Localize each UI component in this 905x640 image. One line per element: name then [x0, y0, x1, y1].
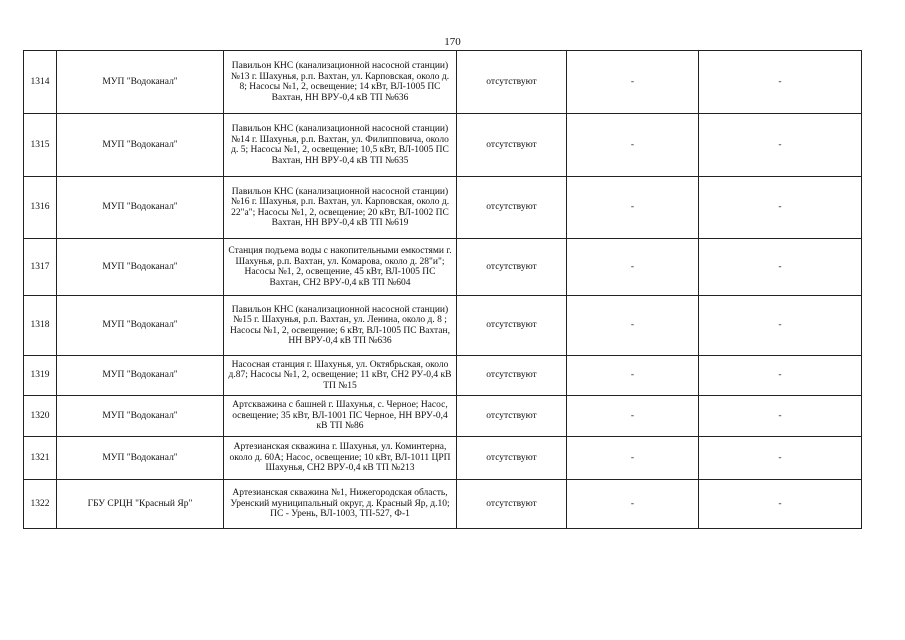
encumbrance-cell: отсутствуют — [457, 177, 567, 239]
encumbrance-cell: отсутствуют — [457, 51, 567, 114]
object-description-cell: Артезианская скважина г. Шахунья, ул. Коминтерна, около д. 60А; Насос, освещение; 10 кВт, ВЛ-1011 ЦРП Шахунья, СН2 ВРУ-0,4 кВ ТП №213 — [224, 437, 457, 480]
organization-cell: МУП "Водоканал" — [57, 114, 224, 177]
organization-cell: МУП "Водоканал" — [57, 296, 224, 356]
value-cell-2: - — [699, 480, 862, 529]
value-cell-1: - — [567, 51, 699, 114]
row-number: 1318 — [24, 296, 57, 356]
value-cell-1: - — [567, 296, 699, 356]
object-description-cell: Павильон КНС (канализационной насосной станции) №15 г. Шахунья, р.п. Вахтан, ул. Ленина, около д. 8 ; Насосы №1, 2, освещение; 6 кВт, ВЛ-1005 ПС Вахтан, НН ВРУ-0,4 кВ ТП №636 — [224, 296, 457, 356]
table-row — [24, 51, 862, 114]
encumbrance-cell: отсутствуют — [457, 296, 567, 356]
row-number: 1315 — [24, 114, 57, 177]
encumbrance-cell: отсутствуют — [457, 396, 567, 437]
encumbrance-cell: отсутствуют — [457, 239, 567, 296]
table-row — [24, 396, 862, 437]
value-cell-2: - — [699, 239, 862, 296]
page-number: 170 — [444, 36, 461, 48]
encumbrance-cell: отсутствуют — [457, 480, 567, 529]
encumbrance-cell: отсутствуют — [457, 356, 567, 396]
value-cell-2: - — [699, 296, 862, 356]
value-cell-1: - — [567, 177, 699, 239]
object-description-cell: Павильон КНС (канализационной насосной станции) №16 г. Шахунья, р.п. Вахтан, ул. Карповская, около д. 22"а"; Насосы №1, 2, освещение; 20 кВт, ВЛ-1002 ПС Вахтан, НН ВРУ-0,4 кВ ТП №619 — [224, 177, 457, 239]
object-description-cell: Артскважина с башней г. Шахунья, с. Черное; Насос, освещение; 35 кВт, ВЛ-1001 ПС Черное, НН ВРУ-0,4 кВ ТП №86 — [224, 396, 457, 437]
table-row — [24, 177, 862, 239]
table-row — [24, 296, 862, 356]
value-cell-2: - — [699, 114, 862, 177]
table-row — [24, 356, 862, 396]
value-cell-2: - — [699, 177, 862, 239]
table-row — [24, 480, 862, 529]
value-cell-1: - — [567, 396, 699, 437]
value-cell-1: - — [567, 114, 699, 177]
row-number: 1321 — [24, 437, 57, 480]
organization-cell: МУП "Водоканал" — [57, 356, 224, 396]
organization-cell: МУП "Водоканал" — [57, 51, 224, 114]
encumbrance-cell: отсутствуют — [457, 114, 567, 177]
value-cell-1: - — [567, 356, 699, 396]
object-description-cell: Насосная станция г. Шахунья, ул. Октябрьская, около д.87; Насосы №1, 2, освещение; 11 кВт, СН2 РУ-0,4 кВ ТП №15 — [224, 356, 457, 396]
object-description-cell: Павильон КНС (канализационной насосной станции) №14 г. Шахунья, р.п. Вахтан, ул. Филипповича, около д. 5; Насосы №1, 2, освещение; 10,5 кВт, ВЛ-1005 ПС Вахтан, НН ВРУ-0,4 кВ ТП №635 — [224, 114, 457, 177]
row-number: 1316 — [24, 177, 57, 239]
row-number: 1317 — [24, 239, 57, 296]
row-number: 1320 — [24, 396, 57, 437]
value-cell-1: - — [567, 480, 699, 529]
row-number: 1319 — [24, 356, 57, 396]
object-description-cell: Артезианская скважина №1, Нижегородская область, Уренский муниципальный округ, д. Красный Яр, д.10; ПС - Урень, ВЛ-1003, ТП-527, Ф-1 — [224, 480, 457, 529]
encumbrance-cell: отсутствуют — [457, 437, 567, 480]
value-cell-2: - — [699, 437, 862, 480]
object-description-cell: Павильон КНС (канализационной насосной станции) №13 г. Шахунья, р.п. Вахтан, ул. Карповская, около д. 8; Насосы №1, 2, освещение; 14 кВт, ВЛ-1005 ПС Вахтан, НН ВРУ-0,4 кВ ТП №636 — [224, 51, 457, 114]
value-cell-1: - — [567, 239, 699, 296]
value-cell-2: - — [699, 356, 862, 396]
value-cell-2: - — [699, 396, 862, 437]
row-number: 1314 — [24, 51, 57, 114]
organization-cell: МУП "Водоканал" — [57, 239, 224, 296]
organization-cell: ГБУ СРЦН "Красный Яр" — [57, 480, 224, 529]
organization-cell: МУП "Водоканал" — [57, 437, 224, 480]
organization-cell: МУП "Водоканал" — [57, 396, 224, 437]
table-row — [24, 239, 862, 296]
object-description-cell: Станция подъема воды с накопительными емкостями г. Шахунья, р.п. Вахтан, ул. Комарова, около д. 28"и"; Насосы №1, 2, освещение, 45 кВт, ВЛ-1005 ПС Вахтан, СН2 ВРУ-0,4 кВ ТП №604 — [224, 239, 457, 296]
registry-table — [23, 50, 862, 529]
organization-cell: МУП "Водоканал" — [57, 177, 224, 239]
value-cell-1: - — [567, 437, 699, 480]
table-row — [24, 437, 862, 480]
value-cell-2: - — [699, 51, 862, 114]
row-number: 1322 — [24, 480, 57, 529]
table-row — [24, 114, 862, 177]
